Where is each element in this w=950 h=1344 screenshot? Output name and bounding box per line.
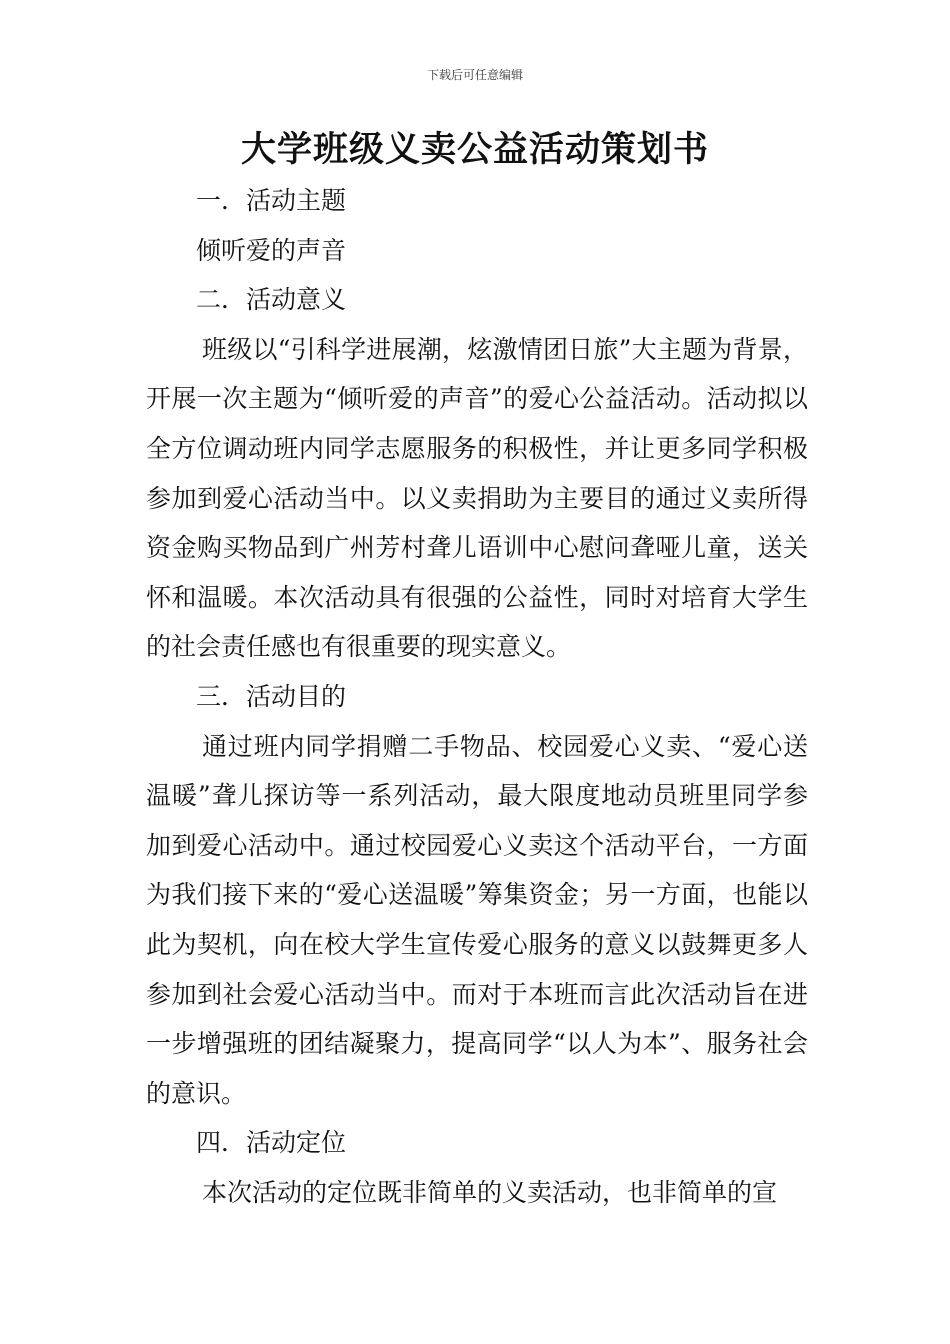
section-text-purpose: 通过班内同学捐赠二手物品、校园爱心义卖、“爱心送温暖”聋儿探访等一系列活动，最大限度地动员班里同学参加到爱心活动中。通过校园爱心义卖这个活动平台，一方面为我们接下来的“爱心送温暖”筹集资金；另一方面，也能以此为契机，向在校大学生宣传爱心服务的意义以鼓舞更多人参加到社会爱心活动当中。而对于本班而言此次活动旨在进一步增强班的团结凝聚力，提高同学“以人为本”、服务社会的意识。 <box>146 731 808 1108</box>
section-text-theme: 倾听爱的声音 <box>196 235 347 265</box>
section-heading-theme: 一．活动主题 <box>196 186 347 215</box>
header-note: 下载后可任意编辑 <box>426 68 523 82</box>
section-heading-positioning: 四．活动定位 <box>196 1128 347 1158</box>
section-text-positioning: 本次活动的定位既非简单的义卖活动，也非简单的宣 <box>202 1177 778 1207</box>
section-text-significance: 班级以“引科学进展潮，炫激情团日旅”大主题为背景，开展一次主题为“倾听爱的声音”的爱心公益活动。活动拟以全方位调动班内同学志愿服务的积极性，并让更多同学积极参加到爱心活动当中。以义卖捐助为主要目的通过义卖所得资金购买物品到广州芳村聋儿语训中心慰问聋哑儿童，送关怀和温暖。本次活动具有很强的公益性，同时对培育大学生的社会责任感也有很重要的现实意义。 <box>146 334 808 662</box>
document-body <box>146 176 808 1217</box>
section-heading-purpose: 三．活动目的 <box>196 681 347 711</box>
section-heading-significance: 二．活动意义 <box>196 285 347 315</box>
document-title: 大学班级义卖公益活动策划书 <box>240 130 709 170</box>
